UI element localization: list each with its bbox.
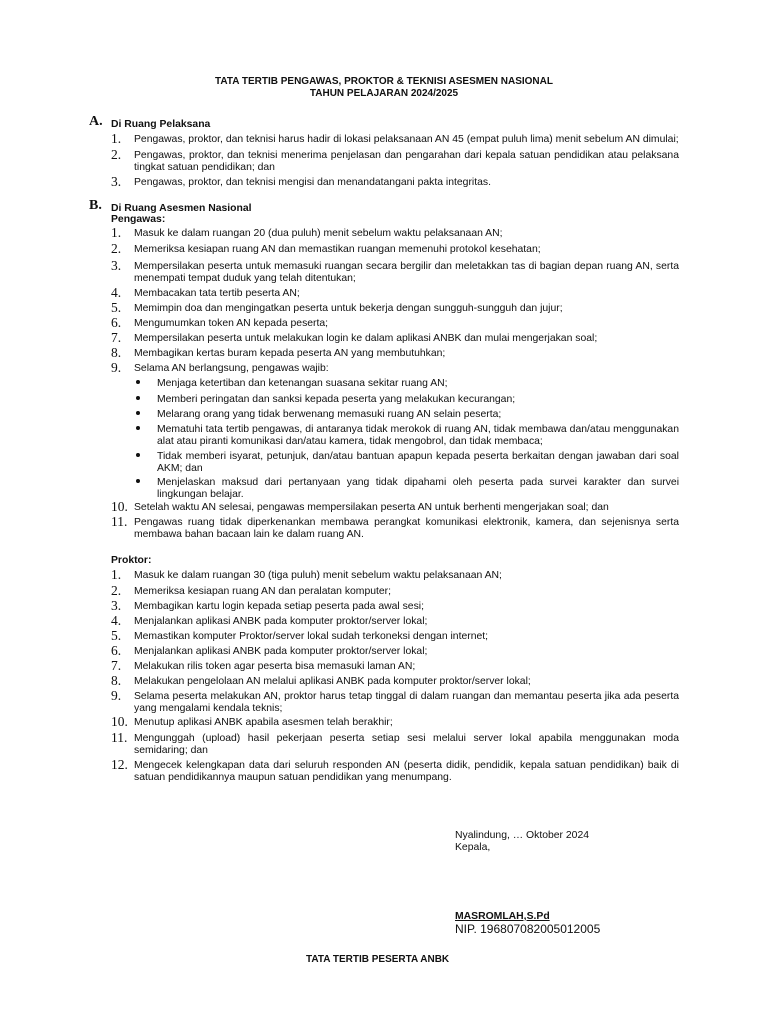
pengawas-item-number: 10. (111, 499, 128, 514)
pengawas-item-number: 6. (111, 315, 122, 330)
proktor-item-number: 11. (111, 730, 128, 745)
bullet-dot (136, 396, 140, 400)
bullet-text: Menjelaskan maksud dari pertanyaan yang tidak dipahami oleh peserta pada survei karakter dan survei lingkungan belajar. (157, 477, 679, 500)
document-title-line1: TATA TERTIB PENGAWAS, PROKTOR & TEKNISI ASESMEN NASIONAL (215, 76, 553, 87)
pengawas-item-text: Mempersilakan peserta untuk memasuki ruangan secara bergilir dan meletakkan tas di bagian depan ruang AN, serta menempati tempat duduk yang telah ditentukan; (134, 261, 679, 284)
section-a-item-text: Pengawas, proktor, dan teknisi menerima penjelasan dan pengarahan dari kepala satuan pendidikan atau pelaksana tingkat satuan pendidikan; dan (134, 150, 679, 173)
proktor-item-text: Masuk ke dalam ruangan 30 (tiga puluh) menit sebelum waktu pelaksanaan AN; (134, 570, 502, 581)
pengawas-item-text: Membacakan tata tertib peserta AN; (134, 288, 300, 299)
signature-role: Kepala, (455, 842, 491, 853)
proktor-item-number: 12. (111, 757, 128, 772)
pengawas-item-number: 2. (111, 241, 122, 256)
proktor-item-number: 2. (111, 583, 122, 598)
proktor-item-number: 3. (111, 598, 122, 613)
section-a-item-number: 2. (111, 147, 122, 162)
proktor-item-number: 8. (111, 673, 122, 688)
section-a-item-number: 1. (111, 131, 122, 146)
section-a-item-text: Pengawas, proktor, dan teknisi mengisi dan menandatangani pakta integritas. (134, 177, 491, 188)
pengawas-item-number: 1. (111, 225, 122, 240)
pengawas-item-text: Mengumumkan token AN kepada peserta; (134, 318, 329, 329)
pengawas-item-text: Mempersilakan peserta untuk melakukan login ke dalam aplikasi ANBK dan mulai mengerjakan soal; (134, 333, 598, 344)
proktor-item-text: Selama peserta melakukan AN, proktor harus tetap tinggal di dalam ruangan dan memantau peserta jika ada peserta yang mengalami kendala teknis; (134, 691, 679, 714)
section-a-letter: A. (89, 114, 103, 129)
proktor-item-text: Membagikan kartu login kepada setiap peserta pada awal sesi; (134, 601, 424, 612)
proktor-item-number: 4. (111, 613, 122, 628)
pengawas-item-number: 7. (111, 330, 122, 345)
bullet-text: Tidak memberi isyarat, petunjuk, dan/atau bantuan apapun kepada peserta berkaitan dengan jawaban dari soal AKM; dan (157, 451, 679, 474)
proktor-item-number: 7. (111, 658, 122, 673)
proktor-item-text: Menutup aplikasi ANBK apabila asesmen telah berakhir; (134, 717, 393, 728)
pengawas-item-number: 9. (111, 360, 122, 375)
section-b-heading: Di Ruang Asesmen Nasional (111, 203, 252, 214)
bullet-dot (136, 426, 140, 430)
footer-title: TATA TERTIB PESERTA ANBK (306, 954, 450, 965)
signature-nip: NIP. 196807082005012005 (455, 922, 601, 936)
pengawas-item-text: Setelah waktu AN selesai, pengawas mempersilakan peserta AN untuk berhenti mengerjakan soal; dan (134, 502, 609, 513)
proktor-item-number: 5. (111, 628, 122, 643)
proktor-item-number: 6. (111, 643, 122, 658)
pengawas-item-text: Membagikan kertas buram kepada peserta AN yang membutuhkan; (134, 348, 446, 359)
proktor-item-number: 10. (111, 714, 128, 729)
bullet-dot (136, 380, 140, 384)
proktor-item-text: Mengunggah (upload) hasil pekerjaan peserta setiap sesi melalui server lokal apabila menggunakan moda semidaring; dan (134, 733, 679, 756)
proktor-item-text: Memastikan komputer Proktor/server lokal sudah terkoneksi dengan internet; (134, 631, 489, 642)
proktor-item-text: Melakukan pengelolaan AN melalui aplikasi ANBK pada komputer proktor/server lokal; (134, 676, 531, 687)
signature-name: MASROMLAH,S.Pd (455, 911, 550, 922)
bullet-text: Menjaga ketertiban dan ketenangan suasana sekitar ruang AN; (157, 378, 448, 389)
bullet-dot (136, 411, 140, 415)
document-title-line2: TAHUN PELAJARAN 2024/2025 (309, 88, 459, 99)
pengawas-label: Pengawas: (111, 214, 166, 225)
signature-place-date: Nyalindung, … Oktober 2024 (455, 830, 590, 841)
section-a-heading: Di Ruang Pelaksana (111, 119, 211, 130)
bullet-text: Memberi peringatan dan sanksi kepada peserta yang melakukan kecurangan; (157, 394, 516, 405)
proktor-item-text: Menjalankan aplikasi ANBK pada komputer proktor/server lokal; (134, 646, 428, 657)
pengawas-item-text: Memeriksa kesiapan ruang AN dan memastikan ruangan memenuhi protokol kesehatan; (134, 244, 541, 255)
pengawas-item-number: 4. (111, 285, 122, 300)
pengawas-item-number: 5. (111, 300, 122, 315)
bullet-text: Melarang orang yang tidak berwenang memasuki ruang AN selain peserta; (157, 409, 502, 420)
proktor-item-number: 1. (111, 567, 122, 582)
proktor-item-text: Melakukan rilis token agar peserta bisa memasuki laman AN; (134, 661, 416, 672)
bullet-text: Mematuhi tata tertib pengawas, di antaranya tidak merokok di ruang AN, tidak membawa dan/atau menggunakan alat atau piranti komunikasi dan/atau kamera, tidak mengobrol, dan tidak membaca; (157, 424, 679, 447)
proktor-item-text: Memeriksa kesiapan ruang AN dan peralatan komputer; (134, 586, 392, 597)
pengawas-item-number: 8. (111, 345, 122, 360)
pengawas-item-text: Memimpin doa dan mengingatkan peserta untuk bekerja dengan sungguh-sungguh dan jujur; (134, 303, 563, 314)
section-a-item-number: 3. (111, 174, 122, 189)
section-a-item-text: Pengawas, proktor, dan teknisi harus hadir di lokasi pelaksanaan AN 45 (empat puluh lima) menit sebelum AN dimulai; (134, 134, 679, 145)
proktor-item-text: Mengecek kelengkapan data dari seluruh responden AN (peserta didik, pendidik, kepala satuan pendidikan) baik di satuan pendidikannya maupun satuan pendidikan yang menumpang. (134, 760, 679, 783)
proktor-item-text: Menjalankan aplikasi ANBK pada komputer proktor/server lokal; (134, 616, 428, 627)
pengawas-item-text: Pengawas ruang tidak diperkenankan membawa perangkat komunikasi elektronik, kamera, dan sejenisnya serta membawa bahan bacaan lain ke dalam ruang AN. (134, 517, 679, 540)
section-b-letter: B. (89, 198, 102, 213)
proktor-item-number: 9. (111, 688, 122, 703)
pengawas-item-text: Masuk ke dalam ruangan 20 (dua puluh) menit sebelum waktu pelaksanaan AN; (134, 228, 503, 239)
pengawas-item-number: 11. (111, 514, 128, 529)
proktor-label: Proktor: (111, 555, 152, 566)
bullet-dot (136, 479, 140, 483)
pengawas-item-number: 3. (111, 258, 122, 273)
pengawas-item-text: Selama AN berlangsung, pengawas wajib: (134, 363, 329, 374)
bullet-dot (136, 453, 140, 457)
